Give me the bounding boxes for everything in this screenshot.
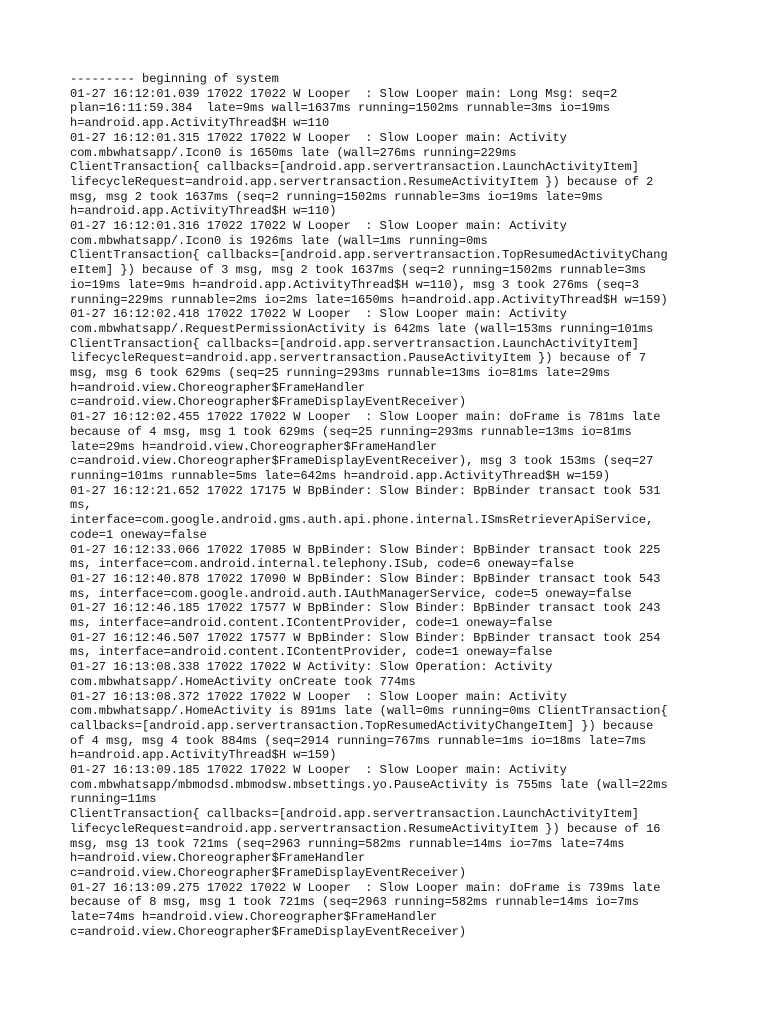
log-line: c=android.view.Choreographer$FrameDisplayEventReceiver), msg 3 took 153ms (seq=27: [70, 454, 654, 469]
log-line: code=1 oneway=false: [70, 527, 207, 542]
log-line: 01-27 16:12:46.507 17022 17577 W BpBinder: Slow Binder: BpBinder transact took 254: [70, 630, 661, 645]
log-line: interface=com.google.android.gms.auth.api.phone.internal.ISmsRetrieverApiService,: [70, 513, 654, 528]
log-line: of 4 msg, msg 4 took 884ms (seq=2914 running=767ms runnable=1ms io=18ms late=7ms: [70, 733, 647, 748]
log-line: running=101ms runnable=5ms late=642ms h=android.app.ActivityThread$H w=159): [70, 468, 611, 483]
log-line: 01-27 16:12:02.418 17022 17022 W Looper : Slow Looper main: Activity: [70, 307, 567, 322]
log-line: 01-27 16:13:09.185 17022 17022 W Looper : Slow Looper main: Activity: [70, 763, 567, 778]
log-line: 01-27 16:12:01.039 17022 17022 W Looper : Slow Looper main: Long Msg: seq=2: [70, 86, 618, 101]
log-line: plan=16:11:59.384 late=9ms wall=1637ms running=1502ms runnable=3ms io=19ms: [70, 101, 611, 116]
log-line: com.mbwhatsapp/.HomeActivity onCreate took 774ms: [70, 674, 416, 689]
log-line: com.mbwhatsapp/.HomeActivity is 891ms late (wall=0ms running=0ms ClientTransaction{: [70, 704, 668, 719]
log-line: ClientTransaction{ callbacks=[android.app.servertransaction.LaunchActivityItem]: [70, 160, 639, 175]
log-line: ClientTransaction{ callbacks=[android.app.servertransaction.LaunchActivityItem]: [70, 336, 639, 351]
log-line: com.mbwhatsapp/mbmodsd.mbmodsw.mbsettings.yo.PauseActivity is 755ms late (wall=22ms: [70, 777, 668, 792]
log-line: h=android.view.Choreographer$FrameHandler: [70, 380, 366, 395]
log-line: 01-27 16:12:01.315 17022 17022 W Looper : Slow Looper main: Activity: [70, 130, 567, 145]
log-line: lifecycleRequest=android.app.servertransaction.ResumeActivityItem }) because of 16: [70, 821, 661, 836]
log-line: h=android.app.ActivityThread$H w=110: [70, 116, 330, 131]
log-line: h=android.view.Choreographer$FrameHandler: [70, 851, 366, 866]
log-line: 01-27 16:13:08.338 17022 17022 W Activity: Slow Operation: Activity: [70, 660, 553, 675]
log-line: c=android.view.Choreographer$FrameDisplayEventReceiver): [70, 924, 467, 939]
log-line: callbacks=[android.app.servertransaction.TopResumedActivityChangeItem] }) because: [70, 718, 654, 733]
log-line: ClientTransaction{ callbacks=[android.app.servertransaction.LaunchActivityItem]: [70, 807, 639, 822]
log-line: 01-27 16:12:46.185 17022 17577 W BpBinder: Slow Binder: BpBinder transact took 243: [70, 601, 661, 616]
log-line: running=11ms: [70, 792, 157, 807]
log-line: io=19ms late=9ms h=android.app.ActivityThread$H w=110), msg 3 took 276ms (seq=3: [70, 277, 639, 292]
log-line: 01-27 16:12:33.066 17022 17085 W BpBinder: Slow Binder: BpBinder transact took 225: [70, 542, 661, 557]
log-line: ms, interface=com.android.internal.telephony.ISub, code=6 oneway=false: [70, 557, 575, 572]
log-line: com.mbwhatsapp/.RequestPermissionActivity is 642ms late (wall=153ms running=101ms: [70, 321, 654, 336]
log-line: ms, interface=android.content.IContentProvider, code=1 oneway=false: [70, 645, 553, 660]
log-line: msg, msg 2 took 1637ms (seq=2 running=1502ms runnable=3ms io=19ms late=9ms: [70, 189, 603, 204]
log-line: --------- beginning of system: [70, 72, 279, 86]
log-line: c=android.view.Choreographer$FrameDisplayEventReceiver): [70, 395, 467, 410]
log-line: ms, interface=com.google.android.auth.IAuthManagerService, code=5 oneway=false: [70, 586, 632, 601]
log-line: ClientTransaction{ callbacks=[android.app.servertransaction.TopResumedActivityChang: [70, 248, 668, 263]
log-line: msg, msg 13 took 721ms (seq=2963 running=582ms runnable=14ms io=7ms late=74ms: [70, 836, 625, 851]
log-document: [70, 72, 730, 939]
log-line: late=29ms h=android.view.Choreographer$FrameHandler: [70, 439, 438, 454]
log-line: h=android.app.ActivityThread$H w=110): [70, 204, 337, 219]
log-line: because of 8 msg, msg 1 took 721ms (seq=2963 running=582ms runnable=14ms io=7ms: [70, 895, 639, 910]
log-line: running=229ms runnable=2ms io=2ms late=1650ms h=android.app.ActivityThread$H w=159): [70, 292, 668, 307]
log-line: msg, msg 6 took 629ms (seq=25 running=293ms runnable=13ms io=81ms late=29ms: [70, 366, 611, 381]
log-line: because of 4 msg, msg 1 took 629ms (seq=25 running=293ms runnable=13ms io=81ms: [70, 424, 632, 439]
log-line: h=android.app.ActivityThread$H w=159): [70, 748, 337, 763]
log-line: com.mbwhatsapp/.Icon0 is 1650ms late (wall=276ms running=229ms: [70, 145, 517, 160]
log-line: 01-27 16:13:09.275 17022 17022 W Looper : Slow Looper main: doFrame is 739ms late: [70, 880, 661, 895]
log-line: 01-27 16:12:21.652 17022 17175 W BpBinder: Slow Binder: BpBinder transact took 531: [70, 483, 661, 498]
log-line: eItem] }) because of 3 msg, msg 2 took 1637ms (seq=2 running=1502ms runnable=3ms: [70, 263, 647, 278]
log-line: lifecycleRequest=android.app.servertransaction.PauseActivityItem }) because of 7: [70, 351, 647, 366]
log-line: ms,: [70, 498, 92, 513]
log-line: 01-27 16:12:40.878 17022 17090 W BpBinder: Slow Binder: BpBinder transact took 543: [70, 571, 661, 586]
log-line: lifecycleRequest=android.app.servertransaction.ResumeActivityItem }) because of 2: [70, 174, 654, 189]
log-line: ms, interface=android.content.IContentProvider, code=1 oneway=false: [70, 616, 553, 631]
log-line: c=android.view.Choreographer$FrameDisplayEventReceiver): [70, 865, 467, 880]
log-line: com.mbwhatsapp/.Icon0 is 1926ms late (wall=1ms running=0ms: [70, 233, 488, 248]
log-line: 01-27 16:12:01.316 17022 17022 W Looper : Slow Looper main: Activity: [70, 219, 567, 234]
log-line: late=74ms h=android.view.Choreographer$FrameHandler: [70, 910, 438, 925]
log-line: 01-27 16:12:02.455 17022 17022 W Looper : Slow Looper main: doFrame is 781ms late: [70, 410, 661, 425]
log-line: 01-27 16:13:08.372 17022 17022 W Looper : Slow Looper main: Activity: [70, 689, 567, 704]
